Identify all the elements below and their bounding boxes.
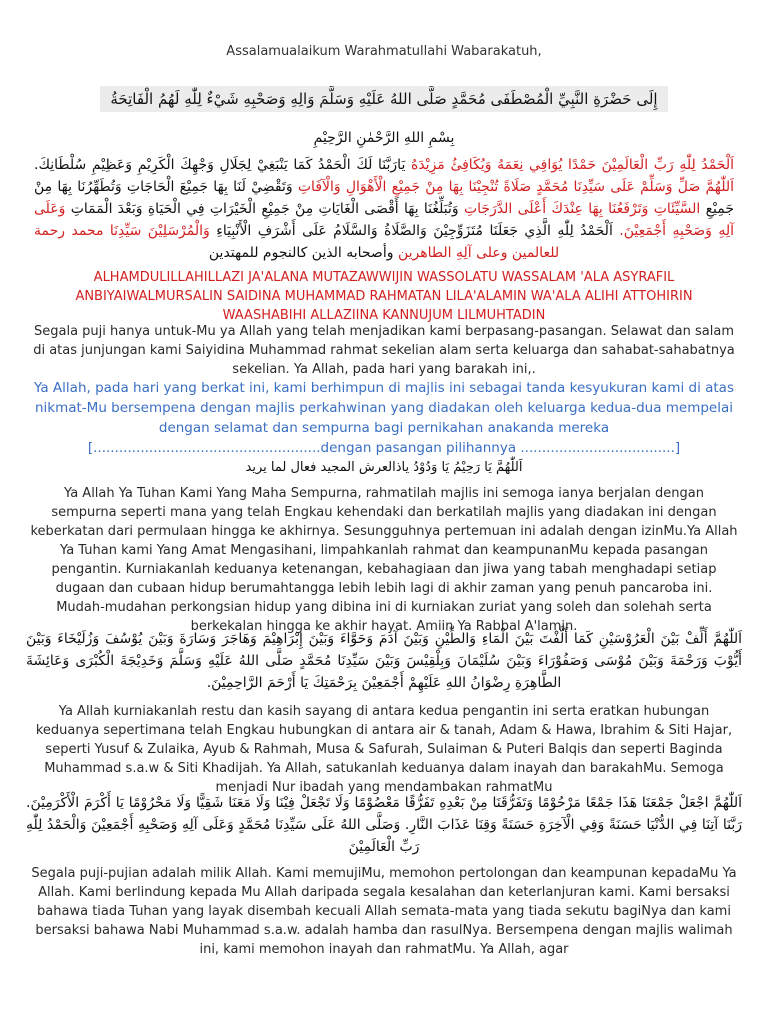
- arabic-short-doa: اَللّٰهُمَّ يَا رَحِيْمُ يَا وَدُوْدُ ياذالعرش المجيد فعال لما يريد: [245, 460, 523, 475]
- arabic-paragraph-3: اَللّٰهُمَّ اجْعَلْ جَمْعَنَا هَذَا جَمْعًا مَرْحُوْمًا وَتَفَرُّقَنَا مِنْ بَعْدِهِ تَفَرُّقًا مَعْصُوْمًا وَلَا تَجْعَلْ فِيْنَا وَلَا مَعَنَا شَقِيًّا وَلَا مَحْرُوْمًا يَا أَكْرَمَ الْأَكْرَمِيْنَ. رَبَّنَا آتِنَا فِي الدُّنْيَا حَسَنَةً وَفِي الْآخِرَةِ حَسَنَةً وَقِنَا عَذَابَ النَّارِ. وَصَلَّى اللهُ عَلَى سَيِّدِنَا مُحَمَّدٍ وَعَلَى آلِهِ وَصَحْبِهِ أَجْمَعِيْنَ وَالْحَمْدُ لِلّٰهِ رَبِّ الْعَالَمِيْنَ: [26, 795, 742, 855]
- doa-black-segment-1: يَارَبَّنَا لَكَ الْحَمْدُ كَمَا يَنْبَغِيْ لِجَلَالِ وَجْهِكَ الْكَرِيْمِ وَعَظِيْمِ سُلْطَانِكَ.: [34, 157, 406, 173]
- fatihah-line: إِلَى حَضْرَةِ النَّبِيِّ الْمُصْطَفَى مُحَمَّدٍ صَلَّى اللهُ عَلَيْهِ وَسَلَّمَ وَالِهِ وَصَحْبِهِ شَيْءٌ لِلّٰهِ لَهُمُ الْفَاتِحَةُ: [100, 86, 668, 112]
- arabic-paragraph-2: اَللّٰهُمَّ أَلِّفْ بَيْنَ الْعَرُوْسَيْنِ كَمَا أَلَّفْتَ بَيْنَ الْمَاءِ وَالطِّيْنِ وَبَيْنَ آدَمَ وَحَوَّاءَ وَبَيْنَ إِبْرَاهِيْمَ وَهَاجَرَ وَسَارَةَ وَبَيْنَ يُوْسُفَ وَزُلَيْخَاءَ وَبَيْنَ أَيُّوْبَ وَرَحْمَةَ وَبَيْنَ مُوْسَى وَصَفُوْرَاءَ وَبَيْنَ سُلَيْمَانَ وَبِلْقِيْسَ وَبَيْنَ سَيِّدِنَا مُحَمَّدٍ صَلَّى اللهُ عَلَيْهِ وَسَلَّمَ وَخَدِيْجَةَ الْكُبْرَى وَعَائِشَةَ الطَّاهِرَةِ رِضْوَانُ اللهِ عَلَيْهِمْ أَجْمَعِيْنَ بِرَحْمَتِكَ يَا أَرْحَمَ الرَّاحِمِيْنَ.: [26, 631, 742, 691]
- blue-dedication-paragraph: Ya Allah, pada hari yang berkat ini, kami berhimpun di majlis ini sebagai tanda kesyukuran kami di atas nikmat-Mu bersempena dengan majlis perkahwinan yang diadakan oleh keluarga kedua-dua mempelai dengan selamat dan sempurna bagi pernikahan anakanda mereka [.....................................................dengan pasangan pilihannya ....................................]: [33, 380, 734, 456]
- malay-paragraph-2: Ya Allah Ya Tuhan Kami Yang Maha Sempurna, rahmatilah majlis ini semoga ianya berjalan dengan sempurna seperti mana yang telah Engkau kehendaki dan berkatilah majlis yang diadakan ini dengan keberkatan dari permulaan hingga ke akhirnya. Sesungguhnya pertemuan ini adalah dengan izinMu.Ya Allah Ya Tuhan kami Yang Amat Mengasihani, limpahkanlah rahmat dan keampunanMu kepada pasangan pengantin. Kurniakanlah keduanya ketenangan, kebahagiaan dan jiwa yang tabah menghadapi setiap dugaan dan cubaan hidup berumahtangga lebih lebih lagi di akhir zaman yang penuh pancaroba ini. Mudah-mudahan perkongsian hidup yang dibina ini di kurniakan zuriat yang soleh dan solehah serta berkekalan hingga ke akhir hayat. Amiin Ya Rabbal A'lamin.: [30, 486, 738, 634]
- doa-red-segment-4: وَعَلَى آلِهِ وَصَحْبِهِ أَجْمَعِيْنَ.: [34, 201, 734, 239]
- doa-black-segment-2: وَتَقْضِيْ لَنَا بِهَا جَمِيْعَ الْحَاجَاتِ وَتُطَهِّرُنَا بِهَا مِنْ جَمِيْعِ: [34, 179, 734, 217]
- doa-red-segment-1: اَلْحَمْدُ لِلّٰهِ رَبِّ الْعَالَمِيْنَ حَمْدًا يُوَافِي نِعَمَهُ وَيُكَافِئُ مَزِيْدَهُ: [411, 157, 735, 173]
- doa-red-segment-3: السَّيِّئَاتِ وَتَرْفَعُنَا بِهَا عِنْدَكَ أَعْلَى الدَّرَجَاتِ: [463, 201, 701, 217]
- doa-red-segment-2: اَللّٰهُمَّ صَلِّ وَسَلِّمْ عَلَى سَيِّدِنَا مُحَمَّدٍ صَلَاةً تُنْجِيْنَا بِهَا مِنْ جَمِيْعِ الْأَهْوَالِ وَالْآفَاتِ: [297, 179, 735, 195]
- translation-paragraph-1: Segala puji hanya untuk-Mu ya Allah yang telah menjadikan kami berpasang-pasangan. Selawat dan salam di atas junjungan kami Saiyidina Muhammad rahmat sekelian alam serta keluarga dan sahabat-sahabatnya sekelian. Ya Allah, pada hari yang barakah ini,.: [33, 324, 735, 377]
- malay-paragraph-3: Ya Allah kurniakanlah restu dan kasih sayang di antara kedua pengantin ini serta eratkan hubungan keduanya sepertimana telah Engkau hubungkan di antara air & tanah, Adam & Hawa, Ibrahim & Siti Hajar, seperti Yusuf & Zulaika, Ayub & Rahmah, Musa & Safurah, Sulaiman & Puteri Balqis dan seperti Baginda Muhammad s.a.w & Siti Khadijah. Ya Allah, satukanlah keduanya dalam inayah dan barakahMu. Semoga menjadi Nur ibadah yang mendambakan rahmatMu: [35, 704, 733, 795]
- greeting-line: Assalamualaikum Warahmatullahi Wabarakatuh,: [226, 44, 542, 59]
- doa-black-segment-5: وأصحابه الذين كالنجوم للمهتدين: [208, 245, 394, 261]
- opening-doa: [34, 154, 734, 264]
- malay-paragraph-4: Segala puji-pujian adalah milik Allah. Kami memujiMu, memohon pertolongan dan keampunan kepadaMu Ya Allah. Kami berlindung kepada Mu Allah daripada segala kesalahan dan keterlanjuran kami. Kami bersaksi bahawa tiada Tuhan yang layak disembah kecuali Allah semata-mata yang tiada sekutu bagiNya dan kami bersaksi bahawa Nabi Muhammad s.a.w. adalah hamba dan rasulNya. Bersempena dengan majlis walimah ini, kami memohon inayah dan rahmatMu. Ya Allah, agar: [31, 866, 737, 957]
- doa-red-segment-5: وَالْمُرْسَلِيْنَ سَيِّدِنَا محمد رحمة للعالمين وعلى آلِهِ الطاهرين: [34, 223, 560, 261]
- basmala: بِسْمِ اللهِ الرَّحْمٰنِ الرَّحِيْمِ: [313, 130, 455, 146]
- doa-black-segment-4: اَلْحَمْدُ لِلّٰهِ الَّذِي جَعَلَنَا مُتَزَوِّجِيْنَ وَالصَّلَاةُ وَالسَّلَامُ عَلَى أَشْرَفِ الْأَنْبِيَاءِ: [216, 223, 613, 239]
- rumi-transliteration: ALHAMDULILLAHILLAZI JA'ALANA MUTAZAWWIJIN WASSOLATU WASSALAM 'ALA ASYRAFIL ANBIYAIWALMURSALIN SAIDINA MUHAMMAD RAHMATAN LILA'ALAMIN WA'ALA ALIHI ATTOHIRIN WAASHABIHI ALLAZIINA KANNUJUM LILMUHTADIN: [75, 270, 693, 323]
- doa-black-segment-3: وَتُبَلِّغُنَا بِهَا أَقْصَى الْغَايَاتِ مِنْ جَمِيْعِ الْخَيْرَاتِ فِي الْحَيَاةِ وَبَعْدَ الْمَمَاتِ: [70, 201, 459, 217]
